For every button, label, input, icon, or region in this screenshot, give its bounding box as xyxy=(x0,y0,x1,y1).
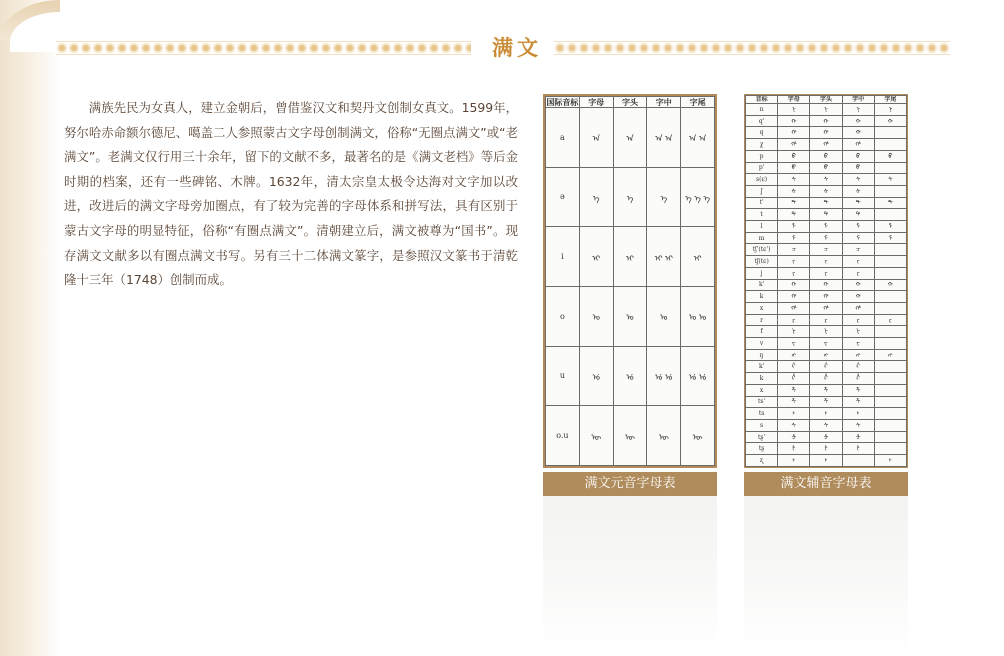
phonetic-cell: s xyxy=(746,419,778,431)
glyph-cell: ᠣ ᠣ xyxy=(681,286,715,346)
section-title: 满文 xyxy=(492,35,542,60)
column-header: 字母 xyxy=(579,97,613,108)
glyph-cell xyxy=(874,408,906,420)
table-row xyxy=(746,209,907,221)
glyph-cell: ᡨ xyxy=(874,197,906,209)
glyph-cell: ᡴ xyxy=(778,115,810,127)
table-row xyxy=(746,291,907,303)
article-body xyxy=(64,96,518,293)
glyph-cell: ᠨ xyxy=(874,104,906,116)
table-header-row xyxy=(546,97,715,108)
phonetic-cell: tʃ'(tɕ') xyxy=(746,244,778,256)
table-row xyxy=(746,162,907,174)
glyph-cell: ᡤ xyxy=(842,291,874,303)
glyph-cell: ᡧ xyxy=(842,185,874,197)
phonetic-cell: ŋ xyxy=(746,349,778,361)
glyph-cell: ᠶ xyxy=(778,267,810,279)
phonetic-cell: j xyxy=(746,267,778,279)
phonetic-cell: ʃ xyxy=(746,185,778,197)
glyph-cell: ᡳ xyxy=(579,227,613,287)
glyph-cell: ᡱ xyxy=(810,431,842,443)
table-row xyxy=(546,108,715,168)
glyph-cell: ᠴ xyxy=(842,244,874,256)
phonetic-cell: k xyxy=(746,291,778,303)
glyph-cell: ᡯ xyxy=(778,396,810,408)
table-row xyxy=(546,227,715,287)
glyph-cell: ᡡ xyxy=(647,406,681,466)
glyph-cell: ᡰ xyxy=(842,408,874,420)
glyph-cell xyxy=(874,443,906,455)
glyph-cell: ᠣ xyxy=(579,286,613,346)
vowel-table-figure xyxy=(543,94,717,654)
glyph-cell: ᡴ xyxy=(874,115,906,127)
table-row xyxy=(746,443,907,455)
table-row xyxy=(746,396,907,408)
glyph-cell: ᡴ xyxy=(810,279,842,291)
glyph-cell: ᠰ xyxy=(810,419,842,431)
phonetic-cell: r xyxy=(746,314,778,326)
glyph-cell: ᡮ xyxy=(810,384,842,396)
glyph-cell: ᠴ xyxy=(810,244,842,256)
table-row xyxy=(746,338,907,350)
glyph-cell: ᠠ xyxy=(613,108,647,168)
glyph-cell: ᠶ xyxy=(810,267,842,279)
column-header: 字中 xyxy=(842,96,874,104)
glyph-cell: ᡝ xyxy=(579,167,613,227)
glyph-cell: ᡤ xyxy=(810,127,842,139)
phonetic-cell: s(ɕ) xyxy=(746,174,778,186)
glyph-cell: ᡰ xyxy=(874,455,906,467)
glyph-cell: ᡴ xyxy=(842,279,874,291)
consonant-table-image[interactable] xyxy=(744,94,908,468)
phonetic-cell: tʃ(tɕ) xyxy=(746,256,778,268)
table-row xyxy=(746,256,907,268)
glyph-cell: ᡨ xyxy=(810,197,842,209)
table-row xyxy=(746,279,907,291)
glyph-cell: ᡥ xyxy=(810,302,842,314)
glyph-cell xyxy=(874,256,906,268)
glyph-cell xyxy=(874,244,906,256)
phonetic-cell: u xyxy=(546,346,580,406)
glyph-cell: ᡡ xyxy=(613,406,647,466)
glyph-cell: ᡤ xyxy=(778,291,810,303)
glyph-cell: ᡬ xyxy=(842,361,874,373)
table-row xyxy=(746,373,907,385)
phonetic-cell: l xyxy=(746,221,778,233)
table-header-row xyxy=(746,96,907,104)
phonetic-cell: a xyxy=(546,108,580,168)
glyph-cell: ᡯ xyxy=(842,396,874,408)
glyph-cell xyxy=(874,209,906,221)
ornament-border-right xyxy=(554,41,950,55)
glyph-cell: ᠸ xyxy=(842,338,874,350)
phonetic-cell: k' xyxy=(746,361,778,373)
column-header: 音标 xyxy=(746,96,778,104)
glyph-cell: ᡝ ᡝ ᡝ xyxy=(681,167,715,227)
glyph-cell: ᡝ xyxy=(613,167,647,227)
table-row xyxy=(546,286,715,346)
glyph-cell: ᡧ xyxy=(810,185,842,197)
article-paragraph: 满族先民为女真人，建立金朝后，曾借鉴汉文和契丹文创制女真文。1599年，努尔哈赤命额尔德尼、噶盖二人参照蒙古文字母创制满文，俗称“无圈点满文”或“老满文”。老满文仅行用三十余年，留下的文献不多，最著名的是《满文老档》等后金时期的档案，还有一些碑铭、木牌。1632年，清太宗皇太极令达海对文字加以改进，改进后的满文字母旁加圈点，有了较为完善的字母体系和拼写法，具有区别于蒙古文字母的明显特征，俗称“有圈点满文”。清朝建立后，满文被尊为“国书”。现存满文文献多以有圈点满文书写。另有三十二体满文篆字，是参照汉文篆书于清乾隆十三年（1748）创制而成。 xyxy=(64,100,518,288)
glyph-cell: ᡯ xyxy=(810,396,842,408)
glyph-cell xyxy=(874,384,906,396)
phonetic-cell: m xyxy=(746,232,778,244)
section-header xyxy=(56,32,956,64)
glyph-cell: ᡩ xyxy=(842,209,874,221)
glyph-cell xyxy=(874,267,906,279)
glyph-cell: ᠰ xyxy=(842,174,874,186)
phonetic-cell: p' xyxy=(746,162,778,174)
glyph-cell: ᡤ xyxy=(778,127,810,139)
ornament-border-left xyxy=(56,41,471,55)
glyph-cell: ᠰ xyxy=(778,419,810,431)
glyph-cell: ᡦ xyxy=(842,162,874,174)
glyph-cell: ᡠ ᡠ xyxy=(681,346,715,406)
glyph-cell: ᡱ xyxy=(778,431,810,443)
phonetic-cell: ə xyxy=(546,167,580,227)
glyph-cell: ᡭ xyxy=(842,373,874,385)
table-row xyxy=(746,349,907,361)
glyph-cell: ᡥ xyxy=(842,302,874,314)
phonetic-cell: o.u xyxy=(546,406,580,466)
glyph-cell: ᡰ xyxy=(778,408,810,420)
glyph-cell: ᡵ xyxy=(810,314,842,326)
table-row xyxy=(746,221,907,233)
table-row xyxy=(746,174,907,186)
glyph-cell: ᠮ xyxy=(874,232,906,244)
glyph-cell: ᠯ xyxy=(842,221,874,233)
glyph-cell: ᠩ xyxy=(874,349,906,361)
glyph-cell: ᡷ xyxy=(842,443,874,455)
table-row xyxy=(746,139,907,151)
glyph-cell: ᠯ xyxy=(874,221,906,233)
phonetic-cell: n xyxy=(746,104,778,116)
glyph-cell: ᡶ xyxy=(810,326,842,338)
glyph-cell: ᠠ ᠠ xyxy=(647,108,681,168)
glyph-cell: ᠨ xyxy=(842,104,874,116)
table-row xyxy=(746,302,907,314)
glyph-cell: ᡥ xyxy=(778,302,810,314)
glyph-cell: ᡨ xyxy=(842,197,874,209)
glyph-cell: ᠪ xyxy=(874,150,906,162)
glyph-cell: ᡡ xyxy=(681,406,715,466)
table-row xyxy=(746,314,907,326)
vowel-table-image[interactable] xyxy=(543,94,717,468)
phonetic-cell: i xyxy=(546,227,580,287)
glyph-cell: ᠮ xyxy=(842,232,874,244)
table-row xyxy=(746,127,907,139)
glyph-cell: ᡝ xyxy=(647,167,681,227)
table-row xyxy=(546,167,715,227)
glyph-cell xyxy=(874,396,906,408)
glyph-cell xyxy=(874,302,906,314)
glyph-cell xyxy=(874,185,906,197)
glyph-cell xyxy=(874,139,906,151)
phonetic-cell: q xyxy=(746,127,778,139)
table-row xyxy=(746,104,907,116)
glyph-cell: ᡥ xyxy=(778,139,810,151)
table-row xyxy=(746,408,907,420)
phonetic-cell: tʂ' xyxy=(746,431,778,443)
glyph-cell: ᠩ xyxy=(842,349,874,361)
consonant-table-figure xyxy=(744,94,908,654)
glyph-cell: ᡰ xyxy=(778,455,810,467)
glyph-cell xyxy=(874,291,906,303)
glyph-cell: ᠩ xyxy=(778,349,810,361)
glyph-cell: ᡥ xyxy=(842,139,874,151)
table-row xyxy=(746,185,907,197)
phonetic-cell: t' xyxy=(746,197,778,209)
glyph-cell: ᡤ xyxy=(842,127,874,139)
phonetic-cell: x xyxy=(746,384,778,396)
glyph-cell: ᡵ xyxy=(778,314,810,326)
glyph-cell xyxy=(874,338,906,350)
glyph-cell: ᡦ xyxy=(778,162,810,174)
glyph-cell: ᡦ xyxy=(810,162,842,174)
glyph-cell: ᠩ xyxy=(810,349,842,361)
glyph-cell: ᠨ xyxy=(810,104,842,116)
table-row xyxy=(746,431,907,443)
phonetic-cell: tʂ xyxy=(746,443,778,455)
table-row xyxy=(746,384,907,396)
glyph-cell: ᡠ xyxy=(613,346,647,406)
vowel-table-caption: 满文元音字母表 xyxy=(543,472,717,496)
glyph-cell: ᡥ xyxy=(810,139,842,151)
vowel-alphabet-table xyxy=(545,96,715,466)
consonant-alphabet-table xyxy=(745,95,907,467)
table-row xyxy=(746,361,907,373)
glyph-cell: ᡩ xyxy=(778,209,810,221)
glyph-cell: ᠶ xyxy=(842,267,874,279)
table-row xyxy=(546,406,715,466)
glyph-cell xyxy=(874,127,906,139)
glyph-cell: ᠠ xyxy=(579,108,613,168)
glyph-cell: ᡡ xyxy=(579,406,613,466)
glyph-cell: ᡠ xyxy=(579,346,613,406)
glyph-cell xyxy=(874,419,906,431)
table-row xyxy=(746,115,907,127)
phonetic-cell: v xyxy=(746,338,778,350)
glyph-cell: ᡬ xyxy=(810,361,842,373)
table-row xyxy=(746,326,907,338)
glyph-cell: ᡷ xyxy=(778,443,810,455)
glyph-cell: ᠰ xyxy=(810,174,842,186)
glyph-cell: ᡮ xyxy=(778,384,810,396)
page-side-decoration xyxy=(0,0,60,656)
glyph-cell: ᠣ xyxy=(613,286,647,346)
glyph-cell: ᡴ xyxy=(842,115,874,127)
glyph-cell: ᡠ ᡠ xyxy=(647,346,681,406)
glyph-cell xyxy=(842,455,874,467)
glyph-cell: ᡧ xyxy=(778,185,810,197)
glyph-cell xyxy=(874,373,906,385)
glyph-cell: ᠯ xyxy=(810,221,842,233)
glyph-cell: ᠰ xyxy=(842,419,874,431)
phonetic-cell: q' xyxy=(746,115,778,127)
phonetic-cell: x xyxy=(746,302,778,314)
glyph-cell: ᠮ xyxy=(810,232,842,244)
glyph-cell: ᡶ xyxy=(778,326,810,338)
phonetic-cell: ʐ xyxy=(746,455,778,467)
glyph-cell xyxy=(874,162,906,174)
consonant-table-reflection xyxy=(744,496,908,654)
glyph-cell: ᡵ xyxy=(874,314,906,326)
phonetic-cell: k' xyxy=(746,279,778,291)
glyph-cell: ᡶ xyxy=(842,326,874,338)
glyph-cell: ᡩ xyxy=(810,209,842,221)
phonetic-cell: k xyxy=(746,373,778,385)
column-header: 字中 xyxy=(647,97,681,108)
table-row xyxy=(746,419,907,431)
glyph-cell: ᡭ xyxy=(778,373,810,385)
column-header: 字母 xyxy=(778,96,810,104)
column-header: 字头 xyxy=(810,96,842,104)
phonetic-cell: f xyxy=(746,326,778,338)
vowel-table-reflection xyxy=(543,496,717,654)
glyph-cell: ᠵ xyxy=(778,256,810,268)
glyph-cell: ᡰ xyxy=(810,408,842,420)
glyph-cell: ᠪ xyxy=(810,150,842,162)
glyph-cell: ᡭ xyxy=(810,373,842,385)
glyph-cell: ᠣ xyxy=(647,286,681,346)
table-row xyxy=(746,244,907,256)
glyph-cell: ᡴ xyxy=(874,279,906,291)
glyph-cell: ᠠ ᠠ xyxy=(681,108,715,168)
column-header: 国际音标 xyxy=(546,97,579,107)
glyph-cell: ᡮ xyxy=(842,384,874,396)
phonetic-cell: χ xyxy=(746,139,778,151)
phonetic-cell: ts xyxy=(746,408,778,420)
glyph-cell: ᠵ xyxy=(842,256,874,268)
glyph-cell: ᠸ xyxy=(778,338,810,350)
glyph-cell: ᡱ xyxy=(842,431,874,443)
glyph-cell: ᠪ xyxy=(842,150,874,162)
table-row xyxy=(746,197,907,209)
glyph-cell: ᠰ xyxy=(778,174,810,186)
phonetic-cell: t xyxy=(746,209,778,221)
glyph-cell: ᠰ xyxy=(874,174,906,186)
phonetic-cell: o xyxy=(546,286,580,346)
column-header: 字尾 xyxy=(681,97,715,108)
glyph-cell: ᠴ xyxy=(778,244,810,256)
column-header: 字尾 xyxy=(874,96,906,104)
glyph-cell: ᡳ xyxy=(613,227,647,287)
glyph-cell: ᡰ xyxy=(810,455,842,467)
table-row xyxy=(746,267,907,279)
glyph-cell: ᡳ ᡳ xyxy=(647,227,681,287)
table-row xyxy=(746,150,907,162)
phonetic-cell: ts' xyxy=(746,396,778,408)
glyph-cell: ᠪ xyxy=(778,150,810,162)
table-row xyxy=(746,455,907,467)
glyph-cell xyxy=(874,326,906,338)
table-row xyxy=(546,346,715,406)
column-header: 字头 xyxy=(613,97,647,108)
glyph-cell: ᡬ xyxy=(778,361,810,373)
glyph-cell: ᡨ xyxy=(778,197,810,209)
glyph-cell: ᡤ xyxy=(810,291,842,303)
glyph-cell: ᡴ xyxy=(810,115,842,127)
glyph-cell: ᠮ xyxy=(778,232,810,244)
glyph-cell xyxy=(874,431,906,443)
consonant-table-caption: 满文辅音字母表 xyxy=(744,472,908,496)
glyph-cell: ᠵ xyxy=(810,256,842,268)
glyph-cell: ᠸ xyxy=(810,338,842,350)
glyph-cell: ᡴ xyxy=(778,279,810,291)
glyph-cell: ᡷ xyxy=(810,443,842,455)
table-row xyxy=(746,232,907,244)
glyph-cell: ᡳ xyxy=(681,227,715,287)
glyph-cell: ᠨ xyxy=(778,104,810,116)
glyph-cell: ᠯ xyxy=(778,221,810,233)
glyph-cell: ᡵ xyxy=(842,314,874,326)
glyph-cell xyxy=(874,361,906,373)
phonetic-cell: p xyxy=(746,150,778,162)
